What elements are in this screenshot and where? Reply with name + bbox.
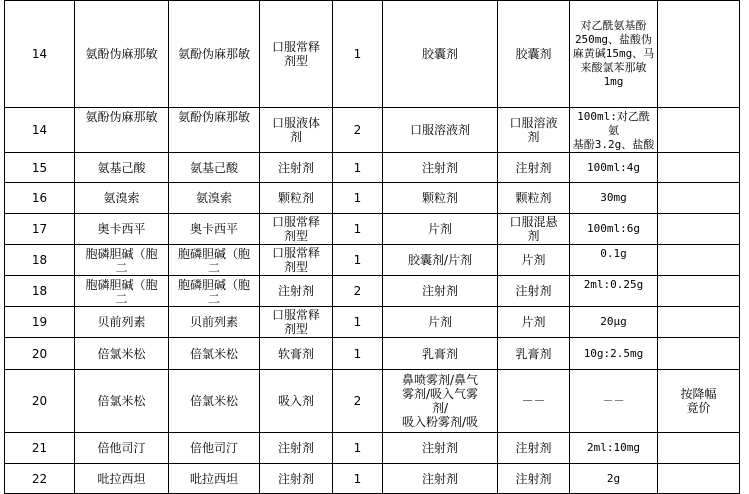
cell-remark [658, 214, 740, 245]
cell-group-number: 1 [333, 464, 383, 494]
cell-specification: 100ml:对乙酰氨 基酚3.2g、盐酸 [570, 108, 658, 153]
cell-specification: 对乙酰氨基酚 250mg、盐酸伪 麻黄碱15mg、马 来酸氯苯那敏 1mg [570, 1, 658, 108]
cell-specification: 2ml:10mg [570, 433, 658, 464]
cell-seq-number: 18 [5, 276, 75, 307]
table-row [5, 1, 740, 108]
cell-remark [658, 464, 740, 494]
cell-catalog-name: 倍他司汀 [169, 433, 260, 464]
cell-remark [658, 338, 740, 370]
cell-dosage-form: 颗粒剂 [260, 183, 333, 214]
cell-group-number: 1 [333, 338, 383, 370]
cell-specific-dosage-form: 注射剂 [383, 153, 498, 183]
cell-catalog-name: 倍氯米松 [169, 338, 260, 370]
cell-dosage-form: 口服常释 剂型 [260, 1, 333, 108]
cell-specification: 0.1g [570, 245, 658, 276]
cell-dosage-form: 口服常释 剂型 [260, 307, 333, 338]
cell-specification: 100ml:4g [570, 153, 658, 183]
cell-remark [658, 433, 740, 464]
table-row [5, 245, 740, 276]
cell-catalog-name: 氨基己酸 [169, 153, 260, 183]
cell-dosage-form: 注射剂 [260, 276, 333, 307]
cell-remark: 按降幅 竟价 [658, 370, 740, 433]
cell-dosage-form: 注射剂 [260, 433, 333, 464]
cell-generic-name: 奥卡西平 [75, 214, 169, 245]
table-row [5, 433, 740, 464]
cell-specific-dosage-form: 注射剂 [383, 276, 498, 307]
cell-group-number: 2 [333, 276, 383, 307]
cell-specific-dosage-form: 胶囊剂/片剂 [383, 245, 498, 276]
cell-remark [658, 183, 740, 214]
cell-representative-form: 口服混悬 剂 [498, 214, 570, 245]
cell-group-number: 1 [333, 245, 383, 276]
cell-representative-form: 片剂 [498, 307, 570, 338]
cell-specification: 100ml:6g [570, 214, 658, 245]
cell-specification: 30mg [570, 183, 658, 214]
cell-dosage-form: 口服常释 剂型 [260, 214, 333, 245]
cell-dosage-form: 吸入剂 [260, 370, 333, 433]
cell-generic-name: 吡拉西坦 [75, 464, 169, 494]
cell-remark [658, 108, 740, 153]
cell-representative-form: 口服溶液 剂 [498, 108, 570, 153]
cell-seq-number: 15 [5, 153, 75, 183]
cell-representative-form: 注射剂 [498, 464, 570, 494]
cell-catalog-name: 吡拉西坦 [169, 464, 260, 494]
cell-specific-dosage-form: 鼻喷雾剂/鼻气 雾剂/吸入气雾 剂/ 吸入粉雾剂/吸 [383, 370, 498, 433]
cell-group-number: 1 [333, 307, 383, 338]
cell-dosage-form: 口服液体 剂 [260, 108, 333, 153]
cell-specific-dosage-form: 乳膏剂 [383, 338, 498, 370]
cell-group-number: 2 [333, 370, 383, 433]
cell-remark [658, 153, 740, 183]
cell-seq-number: 17 [5, 214, 75, 245]
cell-generic-name: 氨酚伪麻那敏 [75, 1, 169, 108]
table-row [5, 276, 740, 307]
cell-seq-number: 16 [5, 183, 75, 214]
cell-seq-number: 19 [5, 307, 75, 338]
table-row [5, 338, 740, 370]
cell-generic-name: 倍氯米松 [75, 370, 169, 433]
cell-generic-name: 倍他司汀 [75, 433, 169, 464]
table-row [5, 214, 740, 245]
cell-specification: 2g [570, 464, 658, 494]
cell-seq-number: 21 [5, 433, 75, 464]
cell-specific-dosage-form: 口服溶液剂 [383, 108, 498, 153]
cell-representative-form: 注射剂 [498, 433, 570, 464]
cell-seq-number: 20 [5, 370, 75, 433]
cell-seq-number: 14 [5, 108, 75, 153]
cell-catalog-name: 胞磷胆碱（胞 二 [169, 245, 260, 276]
cell-dosage-form: 口服常释 剂型 [260, 245, 333, 276]
cell-generic-name: 倍氯米松 [75, 338, 169, 370]
cell-catalog-name: 氨酚伪麻那敏 [169, 108, 260, 153]
cell-dosage-form: 注射剂 [260, 464, 333, 494]
cell-specific-dosage-form: 胶囊剂 [383, 1, 498, 108]
cell-dosage-form: 注射剂 [260, 153, 333, 183]
cell-specific-dosage-form: 片剂 [383, 214, 498, 245]
cell-seq-number: 18 [5, 245, 75, 276]
cell-group-number: 2 [333, 108, 383, 153]
cell-catalog-name: 倍氯米松 [169, 370, 260, 433]
cell-catalog-name: 胞磷胆碱（胞 二 [169, 276, 260, 307]
cell-representative-form: 颗粒剂 [498, 183, 570, 214]
cell-generic-name: 氨溴索 [75, 183, 169, 214]
cell-seq-number: 22 [5, 464, 75, 494]
table-row [5, 370, 740, 433]
cell-specification: 2ml:0.25g [570, 276, 658, 307]
cell-representative-form: 胶囊剂 [498, 1, 570, 108]
cell-specific-dosage-form: 注射剂 [383, 433, 498, 464]
cell-specification: －－ [570, 370, 658, 433]
cell-generic-name: 胞磷胆碱（胞 二 [75, 276, 169, 307]
cell-specification: 20μg [570, 307, 658, 338]
cell-representative-form: 注射剂 [498, 153, 570, 183]
cell-representative-form: 片剂 [498, 245, 570, 276]
cell-specific-dosage-form: 颗粒剂 [383, 183, 498, 214]
cell-group-number: 1 [333, 433, 383, 464]
cell-specification: 10g:2.5mg [570, 338, 658, 370]
cell-group-number: 1 [333, 1, 383, 108]
cell-generic-name: 贝前列素 [75, 307, 169, 338]
cell-catalog-name: 奥卡西平 [169, 214, 260, 245]
cell-remark [658, 1, 740, 108]
cell-remark [658, 245, 740, 276]
cell-remark [658, 307, 740, 338]
table-row [5, 183, 740, 214]
table-row [5, 108, 740, 153]
cell-group-number: 1 [333, 153, 383, 183]
cell-generic-name: 氨基己酸 [75, 153, 169, 183]
cell-group-number: 1 [333, 214, 383, 245]
table-row [5, 153, 740, 183]
cell-representative-form: 注射剂 [498, 276, 570, 307]
drug-catalog-table [4, 0, 740, 494]
cell-specific-dosage-form: 注射剂 [383, 464, 498, 494]
cell-generic-name: 氨酚伪麻那敏 [75, 108, 169, 153]
cell-group-number: 1 [333, 183, 383, 214]
cell-seq-number: 14 [5, 1, 75, 108]
table-row [5, 307, 740, 338]
cell-catalog-name: 氨酚伪麻那敏 [169, 1, 260, 108]
cell-representative-form: －－ [498, 370, 570, 433]
cell-remark [658, 276, 740, 307]
cell-generic-name: 胞磷胆碱（胞 二 [75, 245, 169, 276]
table-body [5, 1, 740, 494]
cell-representative-form: 乳膏剂 [498, 338, 570, 370]
cell-dosage-form: 软膏剂 [260, 338, 333, 370]
table-row [5, 464, 740, 494]
cell-specific-dosage-form: 片剂 [383, 307, 498, 338]
cell-catalog-name: 贝前列素 [169, 307, 260, 338]
cell-catalog-name: 氨溴索 [169, 183, 260, 214]
cell-seq-number: 20 [5, 338, 75, 370]
